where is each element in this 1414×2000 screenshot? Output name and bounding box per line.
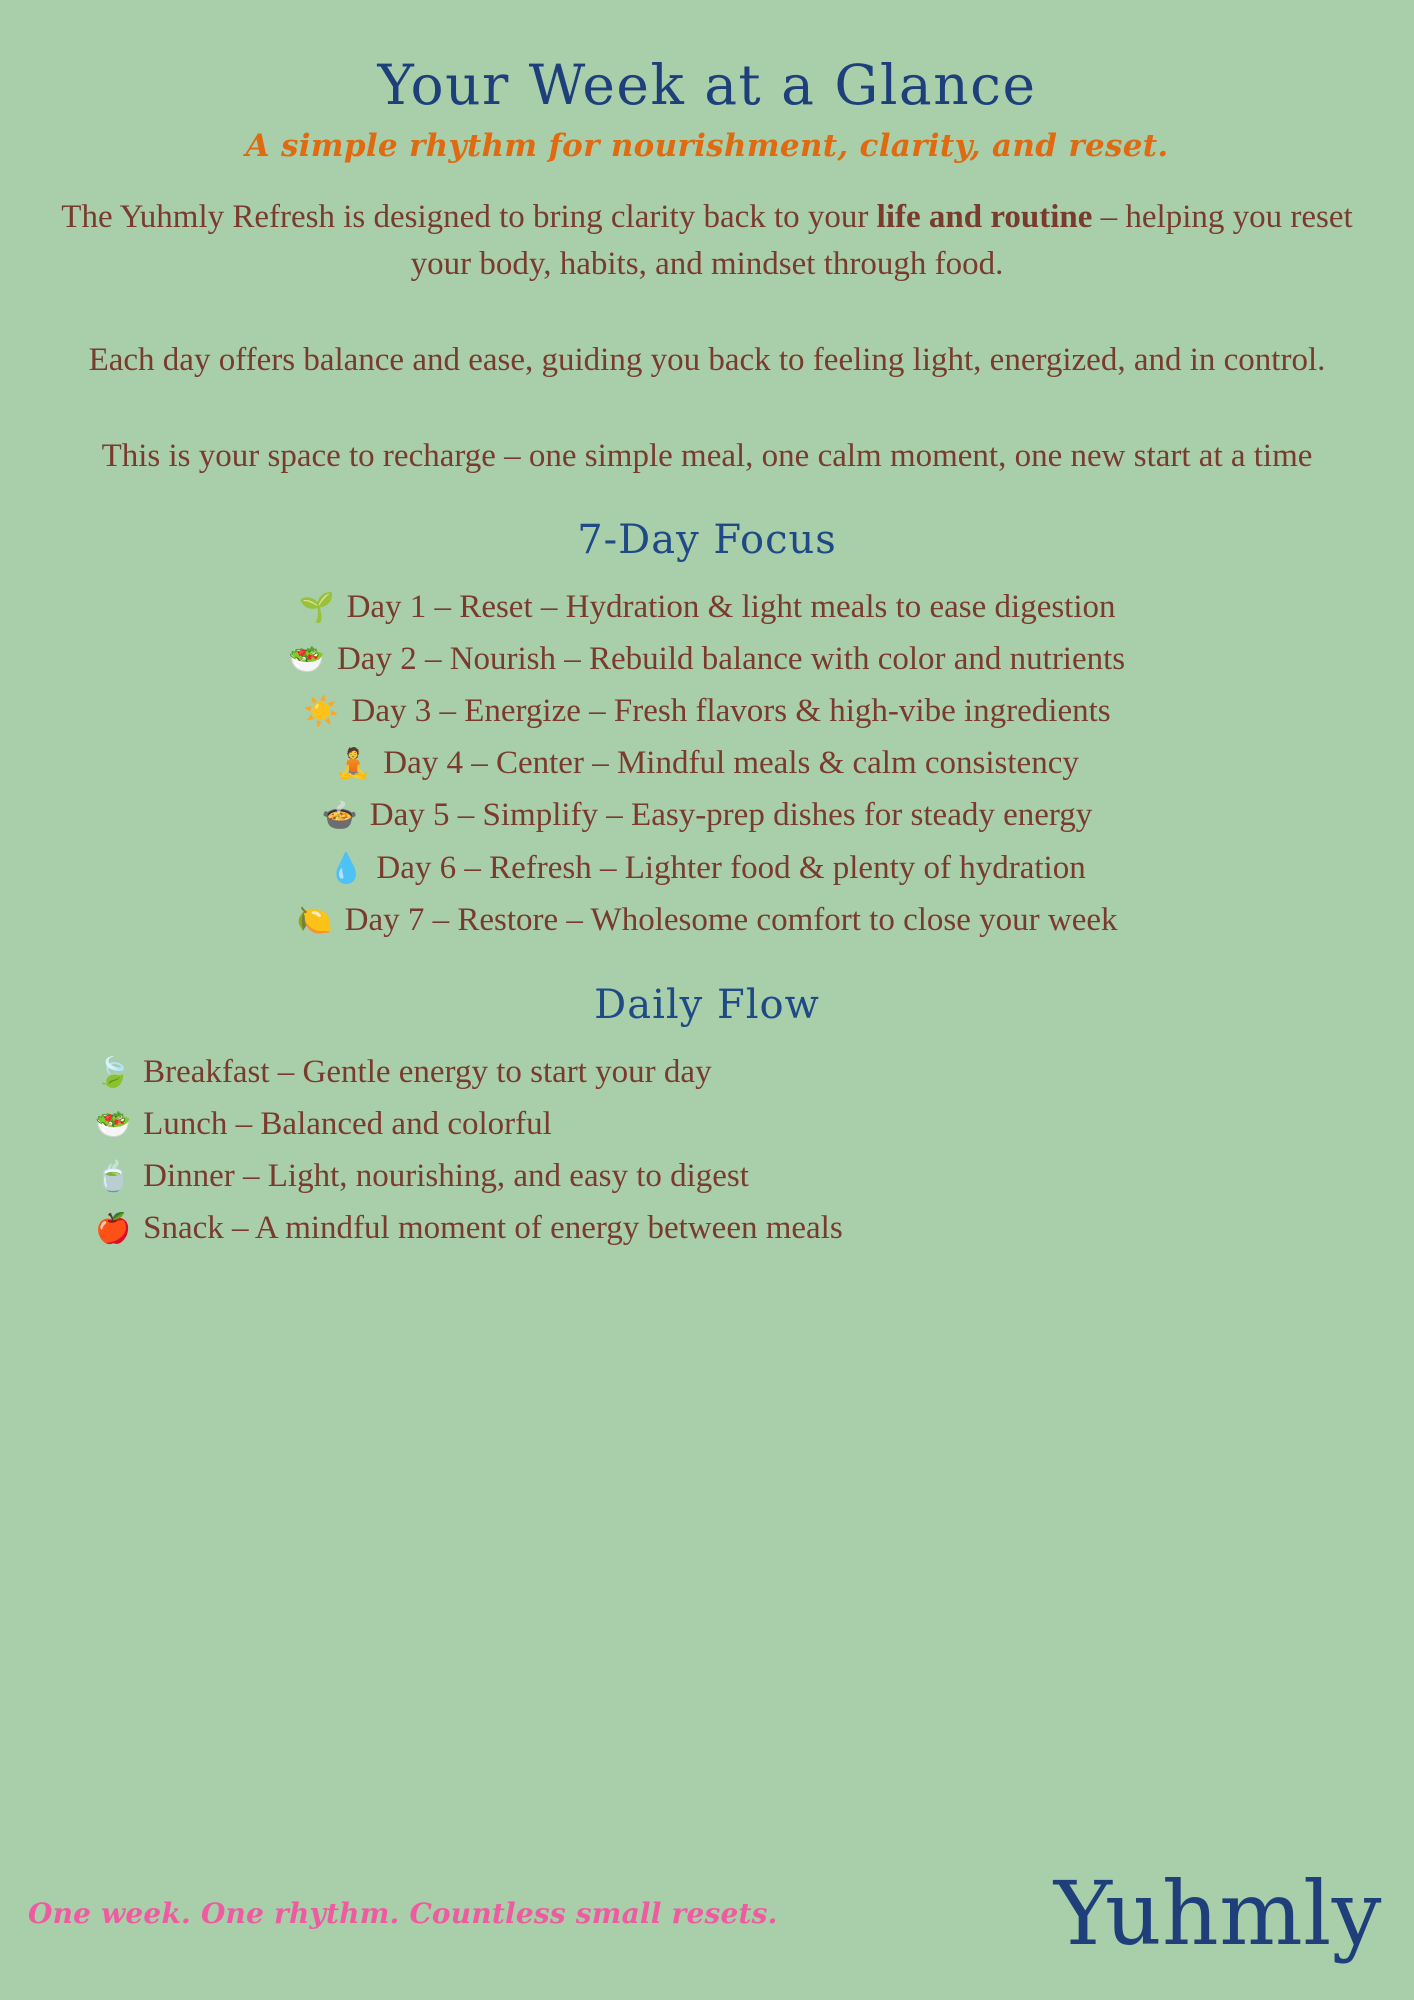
apple-icon: 🍎	[95, 1211, 132, 1246]
daily-flow-item-text: Snack – A mindful moment of energy between meals	[143, 1210, 843, 1247]
focus-item-text: Day 1 – Reset – Hydration & light meals to ease digestion	[346, 588, 1116, 625]
focus-item-text: Day 3 – Energize – Fresh flavors & high-vibe ingredients	[351, 693, 1111, 730]
intro-paragraph-3: This is your space to recharge – one simple meal, one calm moment, one new start at a time	[101, 438, 1313, 475]
intro-block	[30, 194, 1384, 481]
page-title: Your Week at a Glance	[377, 53, 1037, 117]
brand-logo: Yuhmly	[1053, 1862, 1382, 1965]
footer	[0, 1846, 1414, 1966]
intro-p1-part-c: – helping you reset your body, habits, and mindset through food.	[410, 198, 1353, 283]
list-item	[30, 737, 1384, 789]
daily-flow-item-text: Dinner – Light, nourishing, and easy to digest	[143, 1158, 749, 1194]
lemon-icon: 🍋	[296, 902, 333, 937]
list-item	[30, 842, 1384, 894]
intro-paragraph-1	[30, 194, 1384, 290]
list-item	[30, 581, 1384, 633]
list-item	[30, 685, 1384, 737]
focus-list	[30, 581, 1384, 946]
list-item	[30, 1046, 1384, 1098]
focus-item-text: Day 2 – Nourish – Rebuild balance with color and nutrients	[336, 641, 1126, 677]
water-drop-icon: 💧	[328, 850, 365, 885]
list-item	[30, 1202, 1384, 1254]
focus-item-text: Day 6 – Refresh – Lighter food & plenty of hydration	[376, 849, 1086, 886]
focus-item-text: Day 5 – Simplify – Easy-prep dishes for steady energy	[369, 797, 1093, 834]
page-subtitle: A simple rhythm for nourishment, clarity, and reset.	[245, 127, 1169, 164]
daily-flow-item-text: Lunch – Balanced and colorful	[143, 1105, 552, 1142]
leaf-icon: 🍃	[95, 1054, 132, 1089]
focus-item-text: Day 4 – Center – Mindful meals & calm consistency	[383, 745, 1079, 782]
list-item	[30, 633, 1384, 685]
sun-icon: ☀️	[303, 694, 340, 729]
stew-pot-icon: 🍲	[321, 798, 358, 833]
daily-flow-list	[30, 1046, 1384, 1255]
focus-heading: 7-Day Focus	[577, 516, 837, 563]
list-item	[30, 894, 1384, 946]
list-item	[30, 1098, 1384, 1150]
intro-p1-part-a: The Yuhmly Refresh is designed to bring clarity back to your	[61, 198, 877, 235]
daily-flow-item-text: Breakfast – Gentle energy to start your day	[143, 1053, 712, 1090]
footer-tagline: One week. One rhythm. Countless small resets.	[28, 1897, 778, 1930]
salad-icon: 🥗	[288, 642, 325, 676]
bowl-icon: 🍵	[95, 1159, 132, 1193]
list-item	[30, 789, 1384, 841]
list-item	[30, 1150, 1384, 1202]
intro-p1-emphasis: life and routine	[876, 198, 1093, 235]
seedling-icon: 🌱	[298, 589, 335, 624]
meditation-icon: 🧘	[335, 746, 372, 781]
intro-paragraph-2: Each day offers balance and ease, guiding you back to feeling light, energized, and in control.	[88, 342, 1326, 379]
salad-icon: 🥗	[95, 1106, 132, 1141]
focus-item-text: Day 7 – Restore – Wholesome comfort to close your week	[344, 901, 1118, 938]
daily-flow-heading: Daily Flow	[594, 981, 820, 1028]
